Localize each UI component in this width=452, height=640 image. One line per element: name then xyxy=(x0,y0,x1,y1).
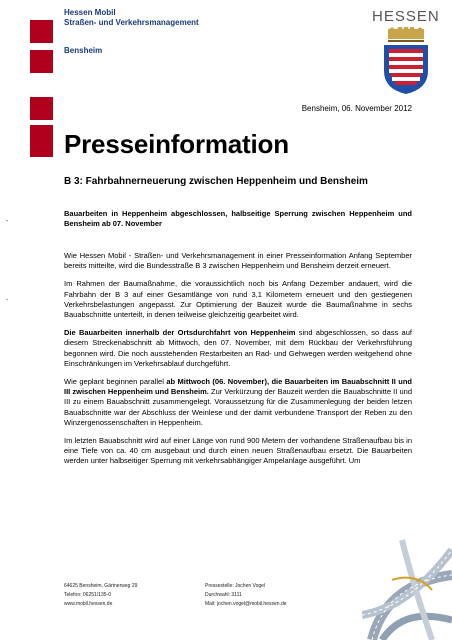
red-square-4 xyxy=(30,125,53,157)
paragraph-3 xyxy=(64,328,412,369)
hessen-coat-of-arms-icon xyxy=(380,27,432,95)
footer-phone: Telefon: 06251/135-0 xyxy=(64,592,111,598)
paragraph-4-rest: Zur Verkürzung der Bauzeit werden die Bauabschnitte II und III zu einem Bauabschnitt zusammengelegt. Voraussetzung für die Zusammenlegung der beiden letzen Bauabschnitte war der Abschluss der Weinlese und der damit verbundene Transport der Reben zu den Winzergenossenschaften in Heppenheim. xyxy=(64,387,413,427)
body-text xyxy=(64,251,412,475)
org-header xyxy=(64,8,199,28)
margin-mark: - xyxy=(6,218,9,225)
org-city: Bensheim xyxy=(64,46,103,55)
hessen-logo-text: HESSEN xyxy=(372,8,440,25)
footer-direct: Durchwahl: 3111 xyxy=(205,592,242,598)
footer-address-block xyxy=(64,582,137,609)
subtitle: B 3: Fahrbahnerneuerung zwischen Heppenheim und Bensheim xyxy=(64,176,368,187)
red-square-1 xyxy=(30,20,53,43)
red-square-3 xyxy=(30,97,53,120)
margin-mark: - xyxy=(6,297,9,304)
paragraph-5: Im letzten Bauabschnitt wird auf einer Länge von rund 900 Metern der vorhandene Straßenaufbau bis in eine Tiefe von ca. 40 cm ausgebaut und durch einen neuen Straßenaufbau ersetzt. Die Bauarbeiten werden unter halbseitiger Sperrung mit verkehrsabhängiger Ampelanlage ausgeführt. Um xyxy=(64,436,412,466)
lead-paragraph: Bauarbeiten in Heppenheim abgeschlossen, halbseitige Sperrung zwischen Heppenheim und Bensheim ab 07. November xyxy=(64,209,412,228)
footer-address: 64625 Bensheim, Gärtnerweg 29 xyxy=(64,583,138,589)
paragraph-4 xyxy=(64,377,412,428)
red-square-2 xyxy=(30,50,53,73)
page-title: Presseinformation xyxy=(64,129,289,159)
paragraph-2: Im Rahmen der Baumaßnahme, die voraussichtlich noch bis Anfang Dezember andauert, wird die Fahrbahn der B 3 auf einer Gesamtlänge von rund 3,1 Kilometern erneuert und den gestiegenen Verkehrsbelastungen angepasst. Zur Optimierung der Bauzeit wurde die Baumaßnahme in sechs Bauabschnitte unterteilt, in denen teilweise gleichzeitig gearbeitet wird. xyxy=(64,279,412,320)
paragraph-4-bold: ab Mittwoch (06. November), die Bauarbeiten im Bauabschnitt II und III zwischen Heppenheim und Bensheim. xyxy=(64,377,412,397)
org-subname: Straßen- und Verkehrsmanagement xyxy=(64,18,199,27)
paragraph-3-rest: sind abgeschlossen, so dass auf diesem Streckenabschnitt ab Mittwoch, den 07. November, mit dem Rückbau der Verkehrsführung begonnen wird. Die noch ausstehenden Restarbeiten an Rad- und Gehwegen werden weitgehend ohne Einschränkungen im Verkehrsablauf durchgeführt. xyxy=(64,328,412,368)
footer-press: Pressestelle: Jochen Vogel xyxy=(205,583,266,589)
paragraph-3-bold: Die Bauarbeiten innerhalb der Ortsdurchfahrt von Heppenheim xyxy=(64,328,296,338)
paragraph-4-start: Wie geplant beginnen parallel xyxy=(64,377,167,387)
road-interchange-graphic xyxy=(362,520,452,640)
org-name: Hessen Mobil xyxy=(64,8,116,17)
footer-contact-block xyxy=(205,582,287,609)
footer-mail[interactable]: Mail: jochen.vogel@mobil.hessen.de xyxy=(205,601,287,607)
date-line: Bensheim, 06. November 2012 xyxy=(301,104,412,113)
paragraph-1: Wie Hessen Mobil - Straßen- und Verkehrsmanagement in einer Presseinformation Anfang September bereits mitteilte, wird die Bundesstraße B 3 zwischen Heppenheim und Bensheim derzeit erneuert. xyxy=(64,251,412,271)
footer-web[interactable]: www.mobil.hessen.de xyxy=(64,601,113,607)
